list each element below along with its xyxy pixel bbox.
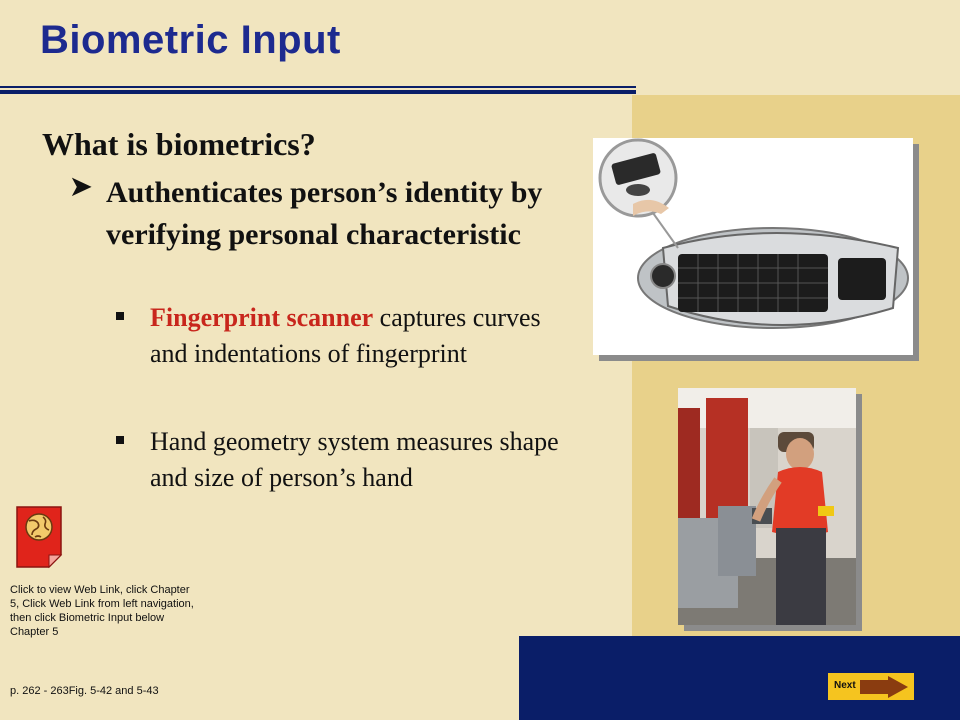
slide-subtitle: What is biometrics? — [42, 126, 316, 162]
square-bullet-icon — [116, 436, 124, 444]
square-bullet-icon — [116, 312, 124, 320]
title-underline — [0, 86, 636, 94]
arrow-right-icon — [858, 676, 910, 698]
next-button[interactable] — [828, 673, 914, 700]
slide-title: Biometric Input — [40, 18, 341, 62]
fingerprint-description: captures curves and indentations of fingerprint — [150, 303, 541, 368]
bullet-authenticates-text: Authenticates person’s identity by verifying personal characteristic — [106, 176, 543, 251]
next-button-label: Next — [834, 680, 856, 691]
hand-geometry-text: Hand geometry system measures shape and size of person’s hand — [150, 427, 559, 492]
page-reference: p. 262 - 263Fig. 5-42 and 5-43 — [10, 685, 159, 697]
globe-document-icon[interactable] — [15, 505, 63, 569]
keyboard-fingerprint-photo — [593, 138, 913, 355]
weblink-instructions: Click to view Web Link, click Chapter 5, Click Web Link from left navigation, then click Biometric Input below Chapter 5 — [10, 584, 194, 638]
fingerprint-scanner-term: Fingerprint scanner — [150, 303, 374, 332]
arrowhead-bullet-icon: ➤ — [70, 172, 92, 201]
hand-geometry-turnstile-photo — [678, 388, 856, 625]
